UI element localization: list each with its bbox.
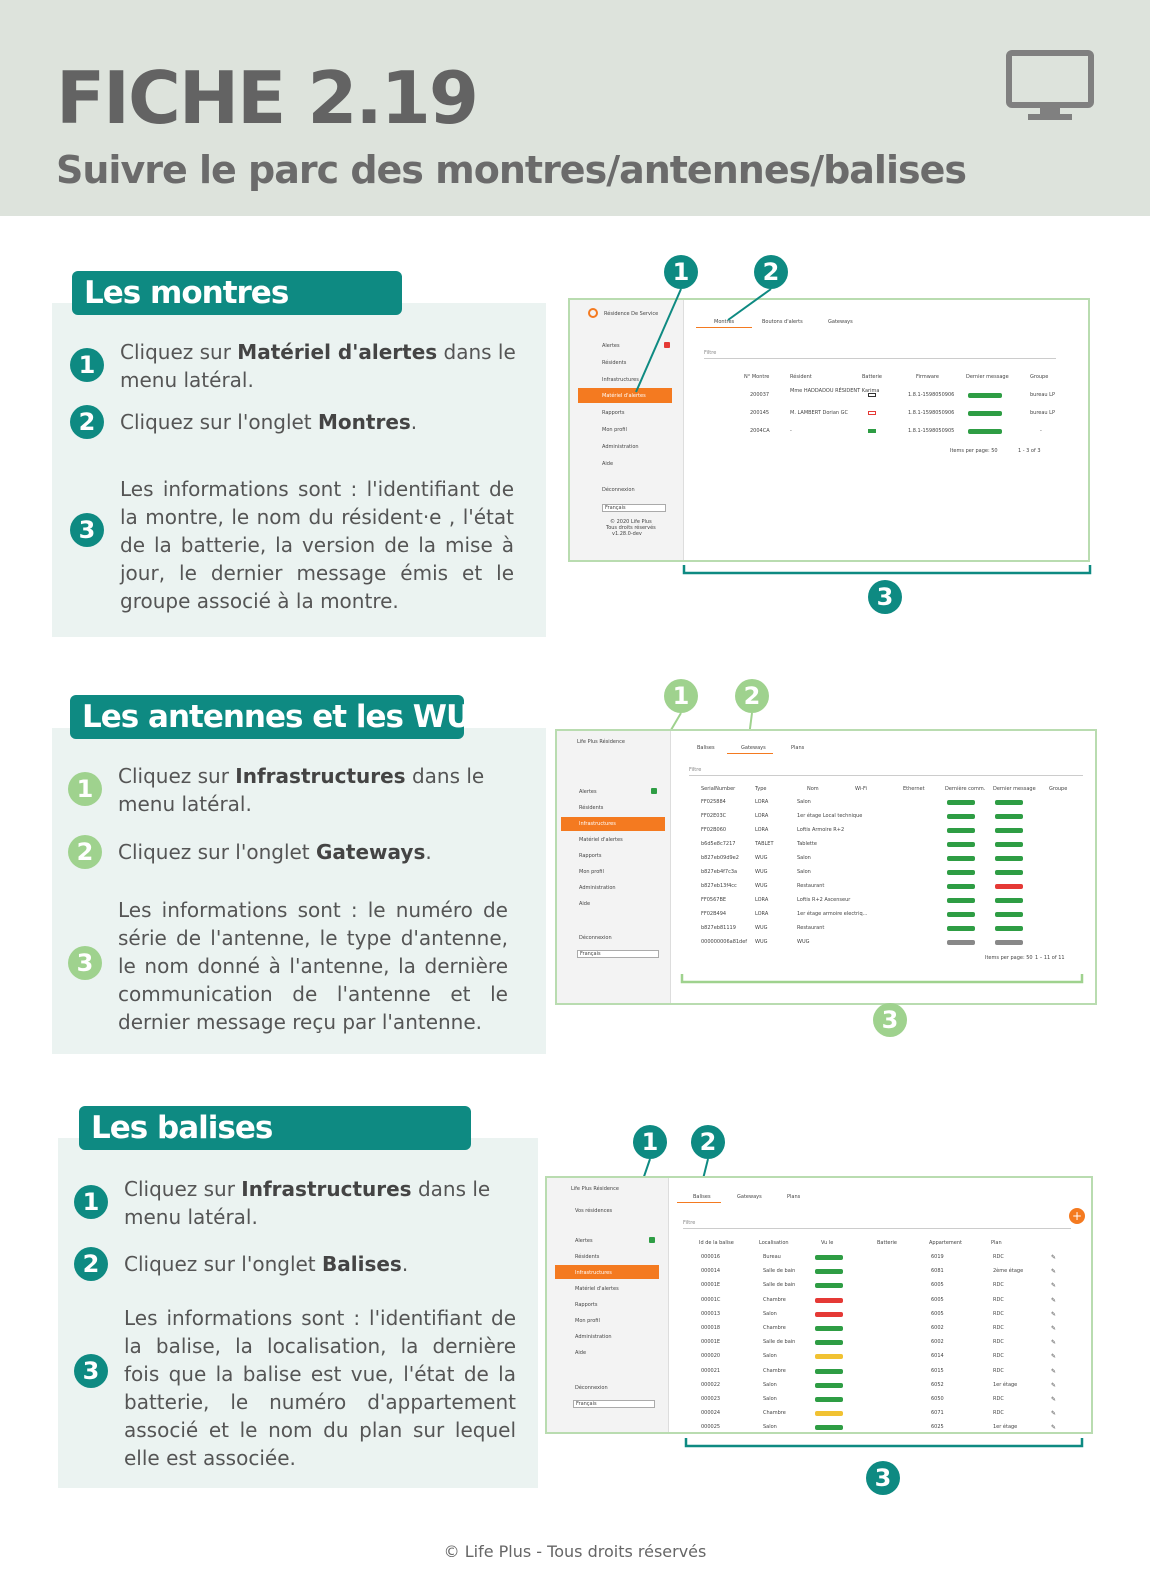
table-cell: 000020 — [701, 1353, 721, 1360]
table-cell: Chambre — [763, 1410, 786, 1417]
page-title: FICHE 2.19 — [56, 56, 477, 140]
table-cell: 6005 — [931, 1282, 944, 1289]
status-badge — [815, 1397, 843, 1402]
table-cell: 6081 — [931, 1268, 944, 1275]
table-cell: 000025 — [701, 1424, 721, 1431]
status-badge — [995, 884, 1023, 889]
table-cell: b827eb09d9e2 — [701, 855, 739, 861]
table-cell: Bureau — [763, 1254, 781, 1260]
table-cell: Chambre — [763, 1325, 786, 1331]
table-cell: Tablette — [797, 841, 817, 847]
table-cell: 000013 — [701, 1310, 721, 1317]
sidebar: Résidence De Service Alertes Résidents Infrastructures Matériel d'alertes Rapports Mon profil Administration Aide Déconnexion Français © 2020 Life Plus Tous droits réservés v1.28.0-dev — [570, 300, 684, 560]
table-cell: TABLET — [755, 841, 774, 847]
table-cell: Salon — [763, 1396, 777, 1402]
balises-callout-1: 1 — [633, 1125, 667, 1159]
edit-icon: ✎ — [1051, 1282, 1057, 1290]
table-cell: FF02B060 — [701, 827, 727, 833]
status-badge — [947, 898, 975, 903]
table-cell: 000024 — [701, 1410, 721, 1417]
status-badge — [947, 870, 975, 875]
status-badge — [947, 856, 975, 861]
table-cell: RDC — [993, 1339, 1004, 1346]
table-cell: 6014 — [931, 1353, 944, 1360]
status-badge — [815, 1369, 843, 1374]
table-cell: FF02E03C — [701, 813, 727, 819]
antennes-callout-3: 3 — [873, 1003, 907, 1037]
table-cell: Salle de bain — [763, 1339, 796, 1346]
table-cell: 6052 — [931, 1381, 944, 1388]
table-cell: Restaurant — [797, 925, 825, 931]
footer: © Life Plus - Tous droits réservés — [443, 1542, 707, 1561]
status-badge — [815, 1283, 843, 1288]
table-cell: 6002 — [931, 1325, 944, 1331]
antennes-step-1: 1 Cliquez sur Infrastructures dans le menu latéral. — [68, 762, 518, 818]
status-badge — [815, 1411, 843, 1416]
edit-icon: ✎ — [1051, 1254, 1057, 1261]
table-cell: b827eb13f4cc — [701, 883, 737, 889]
edit-icon: ✎ — [1051, 1339, 1057, 1347]
edit-icon: ✎ — [1051, 1381, 1057, 1389]
edit-icon: ✎ — [1051, 1296, 1057, 1304]
balises-callout-3: 3 — [866, 1461, 900, 1495]
balises-step-2: 2 Cliquez sur l'onglet Balises. — [74, 1250, 524, 1281]
status-badge — [947, 828, 975, 833]
table-cell: LORA — [755, 911, 769, 917]
edit-icon: ✎ — [1051, 1310, 1057, 1318]
status-badge — [815, 1255, 843, 1260]
balises-title: Les balises — [79, 1106, 471, 1150]
table-cell: 1er étage — [993, 1381, 1018, 1388]
table-cell: 000018 — [701, 1325, 721, 1331]
table-cell: LORA — [755, 897, 769, 903]
montres-callout-2: 2 — [754, 255, 788, 289]
edit-icon: ✎ — [1051, 1268, 1057, 1276]
table-cell: RDC — [993, 1310, 1004, 1317]
edit-icon: ✎ — [1051, 1396, 1057, 1403]
table-cell: FF025884 — [701, 799, 726, 805]
status-badge — [947, 800, 975, 805]
table-cell: 000000006a81def — [701, 939, 748, 945]
table-cell: 1er étage Local technique — [797, 813, 863, 819]
montres-callout-3: 3 — [868, 580, 902, 614]
status-badge — [947, 912, 975, 917]
edit-icon: ✎ — [1051, 1367, 1057, 1375]
antennes-step-3: 3 Les informations sont : le numéro de série de l'antenne, le type d'antenne, le nom donné à l'antenne, la dernière communication de l'antenne et le dernier message reçu par l'antenne. — [68, 896, 518, 1036]
status-badge — [995, 870, 1023, 875]
table-cell: Chambre — [763, 1367, 786, 1374]
antennes-screenshot: Life Plus Résidence Alertes Résidents Infrastructures Matériel d'alertes Rapports Mon profil Administration Aide Déconnexion Français Balises Gateways Plans Filtre SerialNumber Type Nom Wi-Fi Ethernet Dernière comm. Dernier message Groupe FF025884 LORA Salon FF02E03C LORA 1er étage Local technique FF02B060 LORA Loftis Armoire R+2 b6d5e8c7217 TABLET Tablette b827eb09d9e2 WUG Salon b827eb4f7c3a WUG Salon b827eb13f4cc WUG Restaurant FF0567BE LORA Loftis R+2 Ascenseur FF02B494 LORA 1er étage armoire electriq... b827eb81119 WUG Restaurant 000000006a81def WUG WUG Items per page: 50 1 – 11 of 11 — [555, 729, 1097, 1005]
table-cell: 2ème étage — [993, 1268, 1024, 1275]
table-cell: Salon — [763, 1424, 777, 1431]
page-subtitle: Suivre le parc des montres/antennes/balises — [56, 148, 966, 192]
table-cell: Salon — [797, 799, 811, 805]
table-cell: RDC — [993, 1367, 1004, 1374]
table-cell: b827eb4f7c3a — [701, 869, 738, 875]
status-badge — [947, 814, 975, 819]
table-cell: 6071 — [931, 1410, 944, 1417]
table-cell: 00001E — [701, 1282, 721, 1289]
table-cell: RDC — [993, 1410, 1004, 1417]
status-badge — [995, 800, 1023, 805]
status-badge — [995, 898, 1023, 903]
montres-screenshot: Résidence De Service Alertes Résidents Infrastructures Matériel d'alertes Rapports Mon profil Administration Aide Déconnexion Français © 2020 Life Plus Tous droits réservés v1.28.0-dev Montres Boutons d'alerts Gateways Filtre N° Montre Résident Batterie Firmware Dernier message Groupe 200037 Mme HADDADOU RÉSIDENT Karima 1.8.1-1598050906 bureau LP 200145 M. LAMBERT Dorian GC 1.8.1-1598050906 bureau LP 2004CA - 1.8.1-1598050905 - Items per page: 50 1 - 3 of 3 — [568, 298, 1090, 562]
edit-icon: ✎ — [1051, 1353, 1057, 1361]
status-badge — [815, 1340, 843, 1345]
antennes-brace — [680, 972, 1084, 986]
table-cell: Restaurant — [797, 883, 825, 889]
status-badge — [815, 1312, 843, 1317]
status-badge — [815, 1269, 843, 1274]
table-cell: WUG — [755, 869, 768, 875]
table-cell: 6005 — [931, 1310, 944, 1317]
edit-icon: ✎ — [1051, 1410, 1057, 1418]
edit-icon: ✎ — [1051, 1325, 1057, 1332]
table-cell: Salon — [763, 1310, 777, 1317]
montres-step-1: 1 Cliquez sur Matériel d'alertes dans le menu latéral. — [70, 338, 520, 394]
status-badge — [815, 1425, 843, 1430]
table-cell: 00001C — [701, 1296, 721, 1303]
status-badge — [815, 1298, 843, 1303]
table-cell: 6050 — [931, 1396, 944, 1402]
balises-callout-2: 2 — [691, 1125, 725, 1159]
table-cell: Chambre — [763, 1296, 786, 1303]
status-badge — [947, 926, 975, 931]
table-cell: FF0567BE — [701, 897, 727, 903]
table-cell: RDC — [993, 1296, 1004, 1303]
status-badge — [995, 842, 1023, 847]
status-badge — [815, 1383, 843, 1388]
table-cell: WUG — [755, 939, 768, 945]
table-cell: 00001E — [701, 1339, 721, 1346]
antennes-callout-1: 1 — [664, 679, 698, 713]
sidebar: Life Plus Résidence Vos résidences Alertes Résidents Infrastructures Matériel d'alertes Rapports Mon profil Administration Aide Déconnexion Français — [547, 1178, 669, 1432]
table-cell: Salon — [797, 869, 811, 875]
table-cell: 6002 — [931, 1339, 944, 1346]
balises-step-1: 1 Cliquez sur Infrastructures dans le menu latéral. — [74, 1175, 524, 1231]
table-cell: RDC — [993, 1396, 1004, 1402]
status-badge — [947, 842, 975, 847]
table-cell: 1er étage armoire electriq... — [797, 911, 868, 917]
table-cell: LORA — [755, 799, 769, 805]
table-cell: Loftis R+2 Ascenseur — [797, 897, 851, 903]
status-badge — [947, 884, 975, 889]
table-cell: 000022 — [701, 1381, 721, 1388]
status-badge — [947, 940, 975, 945]
table-cell: FF02B494 — [701, 911, 727, 917]
table-cell: WUG — [755, 855, 768, 861]
table-cell: WUG — [755, 883, 768, 889]
table-cell: LORA — [755, 813, 769, 819]
antennes-callout-2: 2 — [735, 679, 769, 713]
balises-screenshot: Life Plus Résidence Vos résidences Alertes Résidents Infrastructures Matériel d'alertes Rapports Mon profil Administration Aide Déconnexion Français Balises Gateways Plans Filtre + Id de la balise Localisation Vu le Batterie Appartement Plan 000016 Bureau 6019 RDC ✎ 000014 Salle de bain 6081 2ème étage ✎ 00001E Salle de bain 6005 RDC ✎ 00001C Chambre 6005 RDC ✎ 000013 Salon 6005 RDC ✎ 000018 Chambre 6002 RDC ✎ 00001E Salle de bain 6002 RDC ✎ 000020 Salon 6014 RDC ✎ 000021 Chambre 6015 RDC ✎ 000022 Salon 6052 1er étage ✎ 000023 Salon 6050 RDC ✎ 000024 Chambre 6071 RDC ✎ 000025 Salon 6025 1er étage ✎ — [545, 1176, 1093, 1434]
sidebar: Life Plus Résidence Alertes Résidents Infrastructures Matériel d'alertes Rapports Mon profil Administration Aide Déconnexion Français — [557, 731, 671, 1003]
status-badge — [995, 856, 1023, 861]
table-cell: Salon — [763, 1353, 777, 1360]
table-cell: 000021 — [701, 1367, 721, 1374]
table-cell: RDC — [993, 1353, 1004, 1360]
add-icon: + — [1069, 1208, 1085, 1224]
status-badge — [995, 814, 1023, 819]
antennes-title: Les antennes et les WUG — [70, 695, 464, 739]
table-cell: WUG — [755, 925, 768, 931]
table-cell: Salon — [797, 855, 811, 861]
table-cell: 6019 — [931, 1254, 944, 1260]
table-cell: RDC — [993, 1254, 1004, 1260]
table-cell: 6025 — [931, 1424, 944, 1431]
table-cell: LORA — [755, 827, 769, 833]
montres-callout-1: 1 — [664, 255, 698, 289]
montres-title: Les montres — [72, 271, 402, 315]
antennes-step-2: 2 Cliquez sur l'onglet Gateways. — [68, 838, 518, 869]
table-cell: 6005 — [931, 1296, 944, 1303]
table-cell: WUG — [797, 939, 810, 945]
table-cell: Salle de bain — [763, 1282, 796, 1289]
table-cell: 1er étage — [993, 1424, 1018, 1431]
edit-icon: ✎ — [1051, 1424, 1057, 1432]
status-badge — [995, 926, 1023, 931]
status-badge — [995, 940, 1023, 945]
table-cell: Loftis Armoire R+2 — [797, 827, 845, 833]
table-cell: RDC — [993, 1282, 1004, 1289]
status-badge — [995, 828, 1023, 833]
montres-step-2: 2 Cliquez sur l'onglet Montres. — [70, 408, 520, 439]
balises-brace — [684, 1436, 1084, 1450]
status-badge — [995, 912, 1023, 917]
balises-step-3: 3 Les informations sont : l'identifiant de la balise, la localisation, la dernière fois que la balise est vue, l'état de la batterie, le numéro d'appartement associé et le nom du plan sur lequel elle est associée. — [74, 1304, 524, 1472]
table-cell: b6d5e8c7217 — [701, 841, 736, 847]
table-cell: RDC — [993, 1325, 1004, 1331]
status-badge — [815, 1326, 843, 1331]
montres-step-3: 3 Les informations sont : l'identifiant de la montre, le nom du résident·e , l'état de la batterie, la version de la mise à jour, le dernier message émis et le groupe associé à la montre. — [70, 475, 520, 615]
table-cell: 000023 — [701, 1396, 721, 1402]
table-cell: 000014 — [701, 1268, 721, 1275]
table-cell: Salle de bain — [763, 1268, 796, 1275]
table-cell: 000016 — [701, 1254, 721, 1260]
table-cell: Salon — [763, 1381, 777, 1388]
table-cell: b827eb81119 — [701, 925, 736, 931]
table-cell: 6015 — [931, 1367, 944, 1374]
status-badge — [815, 1354, 843, 1359]
